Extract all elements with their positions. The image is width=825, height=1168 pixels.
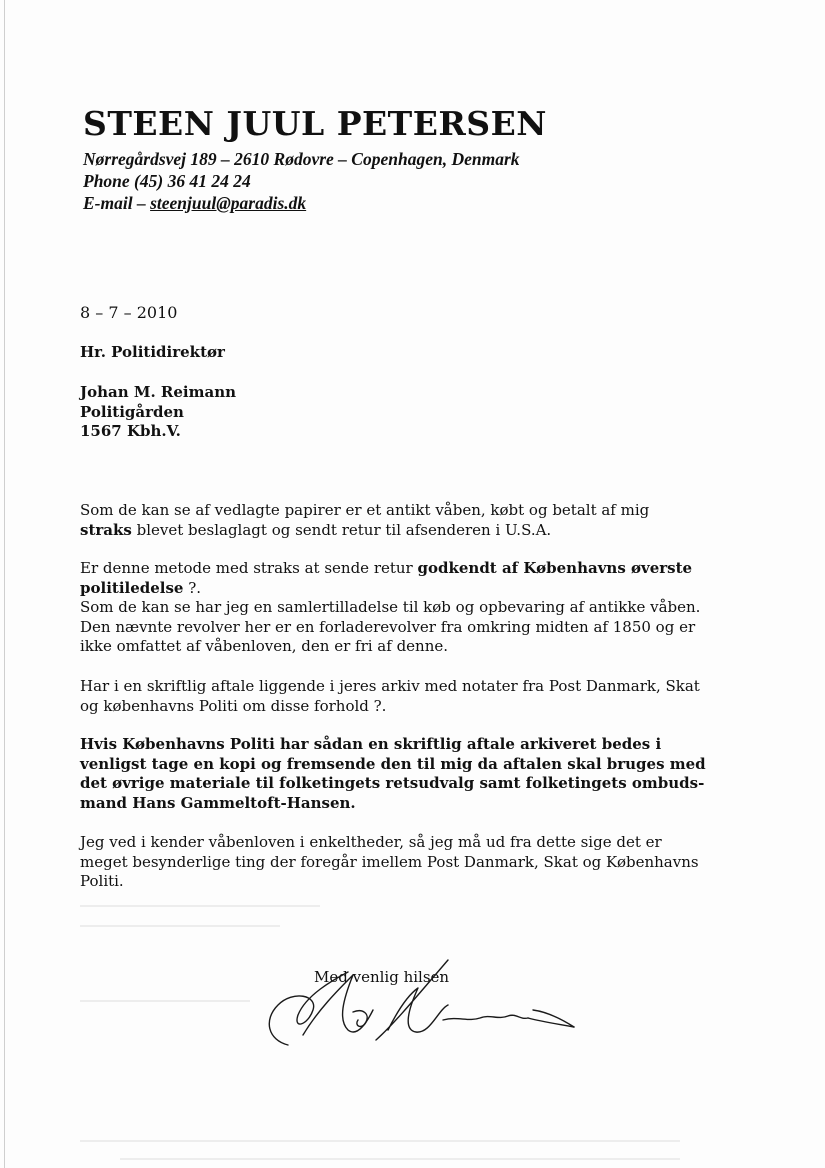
letter-date: 8 – 7 – 2010 <box>80 303 178 322</box>
paragraph-text: blevet beslaglagt og sendt retur til afsenderen i U.S.A. <box>131 520 552 539</box>
paragraph-line: Har i en skriftlig aftale liggende i jeres arkiv med notater fra Post Danmark, Skat <box>80 677 700 695</box>
paragraph-text: ?. <box>183 578 202 597</box>
paragraph-line: Den nævnte revolver her er en forladerevolver fra omkring midten af 1850 og er <box>80 617 696 636</box>
paragraph-line: Hvis Københavns Politi har sådan en skriftlig aftale arkiveret bedes i <box>80 735 662 753</box>
paragraph-line: meget besynderlige ting der foregår imellem Post Danmark, Skat og Københavns <box>80 852 699 871</box>
paragraph-line: ikke omfattet af våbenloven, den er fri af denne. <box>80 637 449 655</box>
paragraph-line: og københavns Politi om disse forhold ?. <box>80 696 387 715</box>
paragraph-3 <box>80 677 740 716</box>
scan-edge-line <box>4 0 5 1168</box>
sender-email-prefix: E-mail – <box>83 193 151 213</box>
scan-artifact <box>80 905 320 907</box>
scan-artifact <box>80 1140 680 1142</box>
bold-text: godkendt af Københavns øverste <box>417 559 693 577</box>
closing-text: Med venlig hilsen <box>314 968 450 986</box>
paragraph-line: Politi. <box>80 872 124 890</box>
paragraph-line <box>80 559 740 579</box>
recipient-city: 1567 Kbh.V. <box>80 422 181 440</box>
sender-name: STEEN JUUL PETERSEN <box>83 104 547 143</box>
paragraph-text: Er denne metode med straks at sende retur <box>80 559 418 577</box>
paragraph-line: Som de kan se har jeg en samlertilladelse til køb og opbevaring af antikke våben. <box>80 598 701 616</box>
sender-email <box>83 193 306 214</box>
bold-text: politiledelse <box>80 578 184 597</box>
paragraph-line: venligst tage en kopi og fremsende den til mig da aftalen skal bruges med <box>80 754 706 773</box>
paragraph-line: Som de kan se af vedlagte papirer er et antikt våben, købt og betalt af mig <box>80 501 650 519</box>
sender-email-link[interactable]: steenjuul@paradis.dk <box>150 193 307 213</box>
recipient-block <box>80 383 236 442</box>
recipient-street: Politigården <box>80 402 184 421</box>
scan-artifact <box>120 1158 680 1160</box>
paragraph-line: mand Hans Gammeltoft-Hansen. <box>80 793 356 812</box>
bold-text: straks <box>80 520 132 539</box>
paragraph-4 <box>80 735 740 813</box>
sender-phone: Phone (45) 36 41 24 24 <box>83 171 251 191</box>
sender-address: Nørregårdsvej 189 – 2610 Rødovre – Copenhagen, Denmark <box>83 149 520 169</box>
paragraph-line: det øvrige materiale til folketingets retsudvalg samt folketingets ombuds- <box>80 774 705 792</box>
paragraph-1 <box>80 501 740 540</box>
paragraph-line: Jeg ved i kender våbenloven i enkeltheder, så jeg må ud fra dette sige det er <box>80 833 662 851</box>
paragraph-2 <box>80 559 740 657</box>
scan-artifact <box>80 1000 250 1002</box>
recipient-name: Johan M. Reimann <box>80 383 237 401</box>
scan-artifact <box>80 925 280 927</box>
paragraph-line <box>80 521 740 541</box>
paragraph-5 <box>80 833 740 892</box>
handwritten-signature <box>258 950 588 1060</box>
salutation: Hr. Politidirektør <box>80 343 225 361</box>
paragraph-line <box>80 579 740 599</box>
